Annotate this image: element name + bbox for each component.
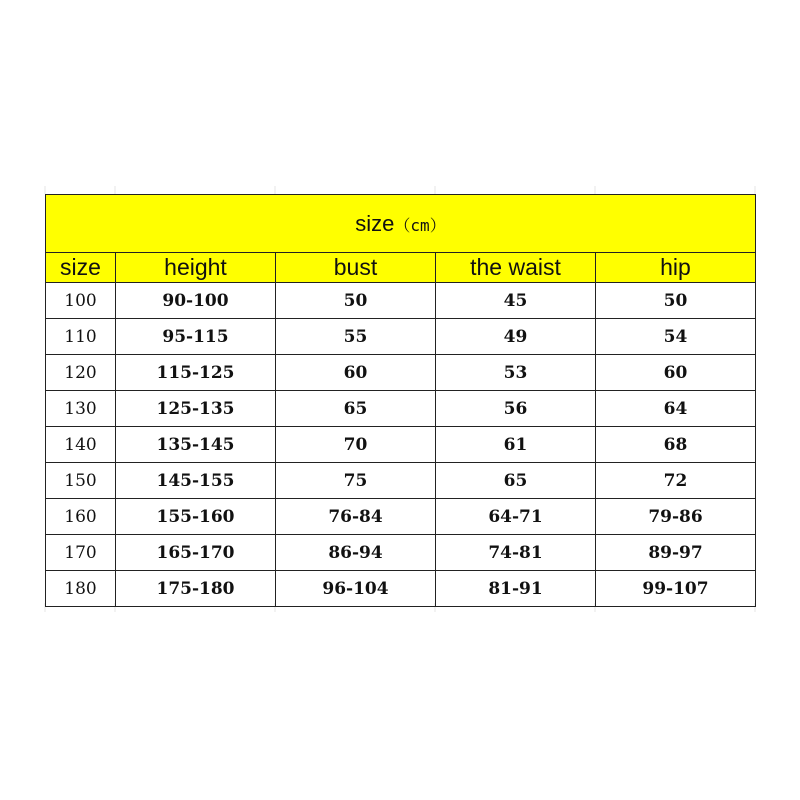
- cell-size: 160: [46, 499, 116, 535]
- table-row: [46, 499, 756, 535]
- cell-height: 95-115: [116, 319, 276, 355]
- cell-hip: 79-86: [596, 499, 756, 535]
- cell-waist: 49: [436, 319, 596, 355]
- table-row: [46, 355, 756, 391]
- cell-waist: 53: [436, 355, 596, 391]
- header-row: [46, 253, 756, 283]
- cell-size: 110: [46, 319, 116, 355]
- cell-height: 115-125: [116, 355, 276, 391]
- cell-hip: 60: [596, 355, 756, 391]
- table-row: [46, 535, 756, 571]
- cell-waist: 64-71: [436, 499, 596, 535]
- cell-size: 180: [46, 571, 116, 607]
- cell-height: 90-100: [116, 283, 276, 319]
- cell-waist: 81-91: [436, 571, 596, 607]
- cell-hip: 54: [596, 319, 756, 355]
- cell-hip: 72: [596, 463, 756, 499]
- cell-height: 135-145: [116, 427, 276, 463]
- table-row: [46, 391, 756, 427]
- cell-bust: 76-84: [276, 499, 436, 535]
- cell-height: 175-180: [116, 571, 276, 607]
- cell-size: 150: [46, 463, 116, 499]
- cell-hip: 89-97: [596, 535, 756, 571]
- column-header-bust: bust: [276, 253, 436, 283]
- cell-height: 145-155: [116, 463, 276, 499]
- title-text: size: [355, 210, 395, 236]
- table-row: [46, 283, 756, 319]
- cell-bust: 50: [276, 283, 436, 319]
- cell-size: 100: [46, 283, 116, 319]
- cell-height: 165-170: [116, 535, 276, 571]
- cell-size: 120: [46, 355, 116, 391]
- table-row: [46, 427, 756, 463]
- cell-waist: 45: [436, 283, 596, 319]
- cell-height: 125-135: [116, 391, 276, 427]
- cell-bust: 75: [276, 463, 436, 499]
- column-header-size: size: [46, 253, 116, 283]
- cell-bust: 60: [276, 355, 436, 391]
- cell-bust: 70: [276, 427, 436, 463]
- title-row: [46, 195, 756, 253]
- cell-waist: 61: [436, 427, 596, 463]
- cell-bust: 55: [276, 319, 436, 355]
- cell-bust: 65: [276, 391, 436, 427]
- cell-bust: 96-104: [276, 571, 436, 607]
- cell-hip: 50: [596, 283, 756, 319]
- cell-hip: 68: [596, 427, 756, 463]
- cell-waist: 56: [436, 391, 596, 427]
- table-row: [46, 571, 756, 607]
- table-title: [46, 195, 756, 253]
- table-row: [46, 463, 756, 499]
- cell-height: 155-160: [116, 499, 276, 535]
- cell-waist: 74-81: [436, 535, 596, 571]
- cell-waist: 65: [436, 463, 596, 499]
- cell-bust: 86-94: [276, 535, 436, 571]
- size-chart-table: [45, 194, 756, 607]
- column-header-waist: the waist: [436, 253, 596, 283]
- title-unit: （cm）: [394, 215, 446, 235]
- column-header-height: height: [116, 253, 276, 283]
- cell-hip: 99-107: [596, 571, 756, 607]
- table-row: [46, 319, 756, 355]
- cell-hip: 64: [596, 391, 756, 427]
- cell-size: 170: [46, 535, 116, 571]
- cell-size: 140: [46, 427, 116, 463]
- cell-size: 130: [46, 391, 116, 427]
- column-header-hip: hip: [596, 253, 756, 283]
